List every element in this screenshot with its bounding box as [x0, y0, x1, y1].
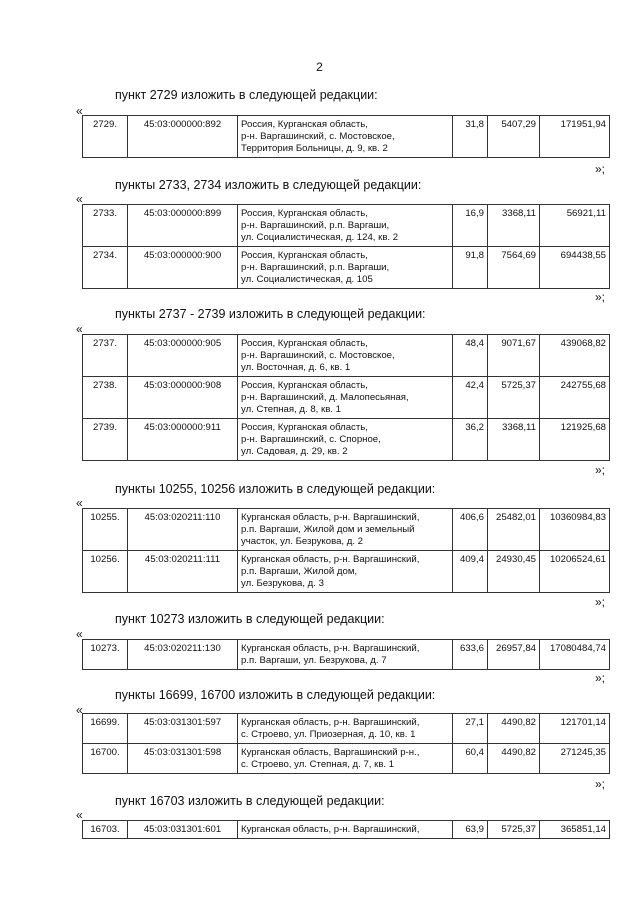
address-cell	[238, 640, 453, 670]
area-cell: 42,4	[453, 377, 488, 419]
open-quote: «	[76, 104, 83, 118]
unit-value-cell: 3368,11	[488, 205, 540, 247]
close-quote: »;	[595, 290, 606, 304]
item-number-cell: 10256.	[83, 551, 128, 593]
address-cell	[238, 744, 453, 774]
cadastral-number-cell: 45:03:000000:899	[128, 205, 238, 247]
address-line: р-н. Варгашинский, с. Спорное,	[241, 434, 381, 445]
table-row	[83, 551, 610, 593]
cadastral-number-cell: 45:03:020211:130	[128, 640, 238, 670]
address-line: р-н. Варгашинский, с. Мостовское,	[241, 350, 395, 361]
table-row	[83, 640, 610, 670]
item-number-cell: 10273.	[83, 640, 128, 670]
address-line: Курганская область, Варгашинский р-н.,	[241, 747, 420, 758]
unit-value-cell: 9071,67	[488, 335, 540, 377]
property-table	[82, 820, 610, 839]
cadastral-number-cell: 45:03:020211:111	[128, 551, 238, 593]
address-line: Россия, Курганская область,	[241, 250, 368, 261]
address-cell	[238, 247, 453, 289]
cadastral-number-cell: 45:03:031301:601	[128, 821, 238, 839]
area-cell: 63,9	[453, 821, 488, 839]
area-cell: 633,6	[453, 640, 488, 670]
area-cell: 60,4	[453, 744, 488, 774]
unit-value-cell: 4490,82	[488, 714, 540, 744]
area-cell: 409,4	[453, 551, 488, 593]
address-line: р-н. Варгашинский, д. Малопесьяная,	[241, 392, 409, 403]
address-line: Курганская область, р-н. Варгашинский,	[241, 824, 420, 835]
open-quote: «	[76, 322, 83, 336]
item-number-cell: 2737.	[83, 335, 128, 377]
address-line: р-н. Варгашинский, р.п. Варгаши,	[241, 220, 390, 231]
total-value-cell: 439068,82	[540, 335, 610, 377]
address-cell	[238, 821, 453, 839]
open-quote: «	[76, 703, 83, 717]
property-table	[82, 115, 610, 158]
total-value-cell: 121925,68	[540, 419, 610, 461]
area-cell: 31,8	[453, 116, 488, 158]
total-value-cell: 694438,55	[540, 247, 610, 289]
unit-value-cell: 5407,29	[488, 116, 540, 158]
table-row	[83, 419, 610, 461]
cadastral-number-cell: 45:03:031301:598	[128, 744, 238, 774]
unit-value-cell: 3368,11	[488, 419, 540, 461]
total-value-cell: 56921,11	[540, 205, 610, 247]
property-table	[82, 508, 610, 593]
item-number-cell: 10255.	[83, 509, 128, 551]
property-table	[82, 713, 610, 774]
address-line: ул. Социалистическая, д. 124, кв. 2	[241, 232, 399, 243]
unit-value-cell: 4490,82	[488, 744, 540, 774]
item-number-cell: 2733.	[83, 205, 128, 247]
unit-value-cell: 24930,45	[488, 551, 540, 593]
cadastral-number-cell: 45:03:000000:911	[128, 419, 238, 461]
area-cell: 16,9	[453, 205, 488, 247]
total-value-cell: 10360984,83	[540, 509, 610, 551]
cadastral-number-cell: 45:03:020211:110	[128, 509, 238, 551]
total-value-cell: 242755,68	[540, 377, 610, 419]
section-heading: пункты 10255, 10256 изложить в следующей редакции:	[115, 482, 436, 496]
unit-value-cell: 7564,69	[488, 247, 540, 289]
address-line: Россия, Курганская область,	[241, 380, 368, 391]
table-row	[83, 744, 610, 774]
property-table	[82, 639, 610, 670]
address-cell	[238, 335, 453, 377]
address-line: р-н. Варгашинский, с. Мостовское,	[241, 131, 395, 142]
address-line: Россия, Курганская область,	[241, 338, 368, 349]
address-line: р.п. Варгаши, Жилой дом,	[241, 566, 358, 577]
open-quote: «	[76, 808, 83, 822]
table-row	[83, 821, 610, 839]
address-line: р.п. Варгаши, ул. Безрукова, д. 7	[241, 655, 387, 666]
area-cell: 48,4	[453, 335, 488, 377]
unit-value-cell: 26957,84	[488, 640, 540, 670]
address-cell	[238, 509, 453, 551]
address-line: ул. Социалистическая, д. 105	[241, 274, 373, 285]
cadastral-number-cell: 45:03:000000:900	[128, 247, 238, 289]
address-line: Россия, Курганская область,	[241, 208, 368, 219]
area-cell: 27,1	[453, 714, 488, 744]
area-cell: 36,2	[453, 419, 488, 461]
table-row	[83, 247, 610, 289]
total-value-cell: 17080484,74	[540, 640, 610, 670]
address-line: р.п. Варгаши, Жилой дом и земельный	[241, 524, 415, 535]
table-row	[83, 116, 610, 158]
unit-value-cell: 5725,37	[488, 821, 540, 839]
total-value-cell: 171951,94	[540, 116, 610, 158]
table-row	[83, 714, 610, 744]
address-cell	[238, 205, 453, 247]
table-row	[83, 335, 610, 377]
item-number-cell: 2729.	[83, 116, 128, 158]
address-cell	[238, 419, 453, 461]
cadastral-number-cell: 45:03:031301:597	[128, 714, 238, 744]
address-line: Россия, Курганская область,	[241, 119, 368, 130]
close-quote: »;	[595, 671, 606, 685]
property-table	[82, 334, 610, 461]
open-quote: «	[76, 192, 83, 206]
section-heading: пункт 16703 изложить в следующей редакции:	[115, 794, 385, 808]
total-value-cell: 121701,14	[540, 714, 610, 744]
close-quote: »;	[595, 162, 606, 176]
address-line: Курганская область, р-н. Варгашинский,	[241, 717, 420, 728]
address-line: ул. Садовая, д. 29, кв. 2	[241, 446, 348, 457]
area-cell: 406,6	[453, 509, 488, 551]
close-quote: »;	[595, 595, 606, 609]
section-heading: пункт 10273 изложить в следующей редакции:	[115, 612, 385, 626]
open-quote: «	[76, 627, 83, 641]
section-heading: пункты 2733, 2734 изложить в следующей редакции:	[115, 178, 422, 192]
address-line: Территория Больницы, д. 9, кв. 2	[241, 143, 388, 154]
address-line: Курганская область, р-н. Варгашинский,	[241, 554, 420, 565]
close-quote: »;	[595, 777, 606, 791]
close-quote: »;	[595, 463, 606, 477]
open-quote: «	[76, 496, 83, 510]
total-value-cell: 365851,14	[540, 821, 610, 839]
total-value-cell: 10206524,61	[540, 551, 610, 593]
table-row	[83, 377, 610, 419]
address-cell	[238, 377, 453, 419]
address-cell	[238, 551, 453, 593]
address-line: с. Строево, ул. Приозерная, д. 10, кв. 1	[241, 729, 416, 740]
cadastral-number-cell: 45:03:000000:892	[128, 116, 238, 158]
cadastral-number-cell: 45:03:000000:908	[128, 377, 238, 419]
section-heading: пункты 2737 - 2739 изложить в следующей редакции:	[115, 307, 426, 321]
item-number-cell: 2739.	[83, 419, 128, 461]
unit-value-cell: 5725,37	[488, 377, 540, 419]
address-line: Курганская область, р-н. Варгашинский,	[241, 643, 420, 654]
address-line: Россия, Курганская область,	[241, 422, 368, 433]
area-cell: 91,8	[453, 247, 488, 289]
page-number: 2	[316, 60, 323, 74]
address-line: Курганская область, р-н. Варгашинский,	[241, 512, 420, 523]
address-line: р-н. Варгашинский, р.п. Варгаши,	[241, 262, 390, 273]
address-line: участок, ул. Безрукова, д. 2	[241, 536, 363, 547]
address-line: с. Строево, ул. Степная, д. 7, кв. 1	[241, 759, 395, 770]
table-row	[83, 205, 610, 247]
item-number-cell: 2734.	[83, 247, 128, 289]
cadastral-number-cell: 45:03:000000:905	[128, 335, 238, 377]
item-number-cell: 16699.	[83, 714, 128, 744]
address-cell	[238, 116, 453, 158]
address-cell	[238, 714, 453, 744]
property-table	[82, 204, 610, 289]
item-number-cell: 16700.	[83, 744, 128, 774]
section-heading: пункты 16699, 16700 изложить в следующей редакции:	[115, 688, 436, 702]
item-number-cell: 2738.	[83, 377, 128, 419]
section-heading: пункт 2729 изложить в следующей редакции:	[115, 88, 378, 102]
unit-value-cell: 25482,01	[488, 509, 540, 551]
item-number-cell: 16703.	[83, 821, 128, 839]
table-row	[83, 509, 610, 551]
total-value-cell: 271245,35	[540, 744, 610, 774]
address-line: ул. Восточная, д. 6, кв. 1	[241, 362, 351, 373]
address-line: ул. Безрукова, д. 3	[241, 578, 324, 589]
address-line: ул. Степная, д. 8, кв. 1	[241, 404, 341, 415]
